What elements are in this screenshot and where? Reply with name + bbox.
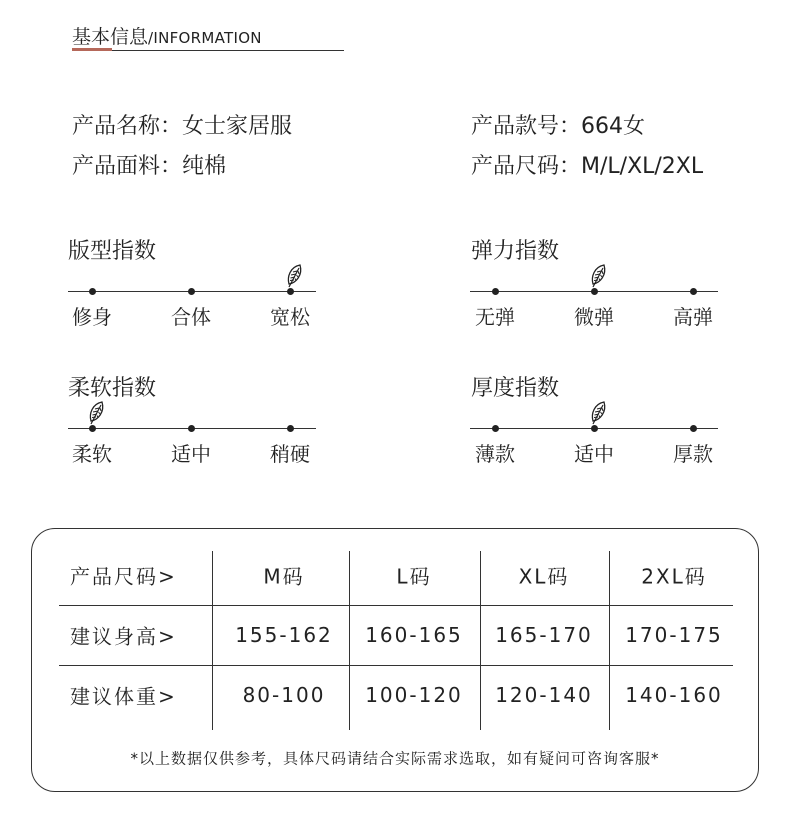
table-row-height-label: 建议身高>	[70, 624, 177, 649]
scale-label: 薄款	[475, 442, 515, 466]
scale-label: 稍硬	[270, 442, 310, 466]
table-cell: 155-162	[235, 623, 333, 647]
section-title-cn: 基本信息	[72, 26, 149, 48]
product-name: 产品名称：女士家居服	[72, 114, 293, 139]
table-header-cell: M码	[263, 564, 305, 589]
table-cell: 100-120	[365, 683, 463, 707]
fit-index-scale	[68, 269, 316, 339]
scale-dot	[89, 288, 96, 295]
table-cell: 120-140	[495, 683, 593, 707]
leaf-icon	[86, 400, 108, 428]
scale-dot	[188, 425, 195, 432]
scale-label: 合体	[171, 305, 211, 329]
scale-label: 适中	[171, 442, 211, 466]
table-column-divider	[609, 551, 610, 730]
table-header-cell: 2XL码	[641, 564, 707, 589]
thickness-index-scale	[470, 406, 718, 476]
scale-label: 柔软	[72, 442, 112, 466]
scale-dot	[690, 425, 697, 432]
table-cell: 170-175	[625, 623, 723, 647]
disclaimer-note: *以上数据仅供参考，具体尺码请结合实际需求选取，如有疑问可咨询客服*	[130, 749, 660, 768]
product-fabric: 产品面料：纯棉	[72, 154, 227, 179]
scale-label: 修身	[72, 305, 112, 329]
table-cell: 160-165	[365, 623, 463, 647]
scale-label: 无弹	[475, 305, 515, 329]
title-accent-bar	[72, 48, 112, 51]
product-size: 产品尺码：M/L/XL/2XL	[471, 154, 704, 179]
stretch-index-title: 弹力指数	[471, 239, 560, 264]
scale-dot	[492, 288, 499, 295]
scale-label: 厚款	[673, 442, 713, 466]
table-header-cell: L码	[396, 564, 432, 589]
table-column-divider	[349, 551, 350, 730]
section-title-en: /INFORMATION	[148, 29, 262, 47]
table-column-divider	[212, 551, 213, 730]
scale-dot	[287, 425, 294, 432]
scale-dot	[690, 288, 697, 295]
leaf-icon	[588, 400, 610, 428]
table-row-weight-label: 建议体重>	[70, 684, 177, 709]
softness-index-scale	[68, 406, 316, 476]
table-divider	[59, 605, 733, 606]
scale-dot	[188, 288, 195, 295]
title-underline	[72, 50, 344, 51]
table-cell: 140-160	[625, 683, 723, 707]
table-header-size: 产品尺码>	[70, 564, 177, 589]
scale-label: 宽松	[270, 305, 310, 329]
leaf-icon	[284, 263, 306, 291]
table-divider	[59, 665, 733, 666]
product-style-no: 产品款号：664女	[471, 114, 645, 139]
stretch-index-scale	[470, 269, 718, 339]
fit-index-title: 版型指数	[68, 239, 157, 264]
section-title	[72, 22, 262, 49]
scale-label: 微弹	[574, 305, 614, 329]
scale-label: 适中	[574, 442, 614, 466]
scale-label: 高弹	[673, 305, 713, 329]
thickness-index-title: 厚度指数	[471, 376, 560, 401]
table-cell: 80-100	[242, 683, 326, 707]
table-header-cell: XL码	[518, 564, 570, 589]
leaf-icon	[588, 263, 610, 291]
table-column-divider	[480, 551, 481, 730]
scale-dot	[492, 425, 499, 432]
softness-index-title: 柔软指数	[68, 376, 157, 401]
table-cell: 165-170	[495, 623, 593, 647]
